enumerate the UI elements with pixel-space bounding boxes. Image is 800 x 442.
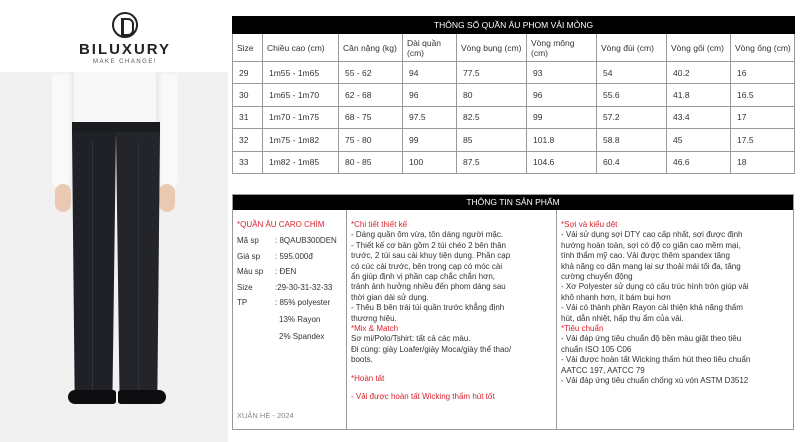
fabric-line: hút, dẫn nhiệt, hấp thụ ẩm của vải. xyxy=(561,313,684,323)
table-cell: 104.6 xyxy=(527,151,597,173)
table-cell: 82.5 xyxy=(457,106,527,128)
table-cell: 60.4 xyxy=(597,151,667,173)
table-cell: 45 xyxy=(667,129,731,151)
season-label: XUÂN HÈ - 2024 xyxy=(237,410,294,420)
section-heading: *Chi tiết thiết kế xyxy=(351,220,408,229)
fabric-standards xyxy=(557,210,793,429)
table-cell: 85 xyxy=(457,129,527,151)
table-cell: 41.8 xyxy=(667,84,731,106)
table-cell: 99 xyxy=(403,129,457,151)
table-cell: 99 xyxy=(527,106,597,128)
table-cell: 1m70 - 1m75 xyxy=(263,106,339,128)
fabric-line: hướng hoàn toàn, sợi có độ co giãn cao mềm mại, xyxy=(561,240,741,250)
shoe-right xyxy=(118,390,166,404)
column-header: Vòng gối (cm) xyxy=(667,34,731,62)
brand-tagline: MAKE CHANGE! xyxy=(92,59,157,65)
mix-line: boots. xyxy=(351,355,373,365)
attr-composition xyxy=(237,298,342,308)
table-cell: 1m55 - 1m65 xyxy=(263,62,339,84)
column-header: Vòng bụng (cm) xyxy=(457,34,527,62)
product-info-title: THÔNG TIN SẢN PHẨM xyxy=(233,195,793,210)
attr-size xyxy=(237,283,342,293)
table-cell: 55 - 62 xyxy=(339,62,403,84)
finish-line: - Vải được hoàn tất Wicking thấm hút tốt xyxy=(351,392,495,402)
shoe-left xyxy=(68,390,116,404)
table-cell: 40.2 xyxy=(667,62,731,84)
table-cell: 87.5 xyxy=(457,151,527,173)
brand-name: BILUXURY xyxy=(78,41,172,58)
standard-line: - Vải được hoàn tất Wicking thấm hút theo tiêu chuẩn xyxy=(561,355,751,365)
column-header: Vòng đùi (cm) xyxy=(597,34,667,62)
detail-line: - Dáng quần ôm vừa, tôn dáng người mặc. xyxy=(351,230,504,240)
table-row xyxy=(233,129,795,151)
table-cell: 31 xyxy=(233,106,263,128)
table-cell: 80 xyxy=(457,84,527,106)
attr-label: Màu sp xyxy=(237,267,264,277)
attr-value: : 8QAUB300DEN xyxy=(275,236,337,246)
section-heading: *Hoàn tất xyxy=(351,373,385,383)
product-photo xyxy=(0,72,228,442)
trouser-leg-left xyxy=(72,132,116,394)
table-cell: 18 xyxy=(731,151,795,173)
table-cell: 77.5 xyxy=(457,62,527,84)
fabric-line: tính thẩm mỹ cao. Vải được thêm spandex tăng xyxy=(561,251,730,261)
table-cell: 96 xyxy=(403,84,457,106)
table-cell: 58.8 xyxy=(597,129,667,151)
table-cell: 1m65 - 1m70 xyxy=(263,84,339,106)
table-cell: 17.5 xyxy=(731,129,795,151)
table-cell: 43.4 xyxy=(667,106,731,128)
column-header: Vòng ống (cm) xyxy=(731,34,795,62)
detail-line: - Thiết kế cơ bản gồm 2 túi chéo 2 bên thân xyxy=(351,240,506,250)
table-row xyxy=(233,84,795,106)
table-cell: 16.5 xyxy=(731,84,795,106)
brand-b-icon xyxy=(112,12,138,38)
detail-line: có cúc cài trước, bên trong cạp có móc cài xyxy=(351,261,503,271)
attr-label: Mã sp xyxy=(237,236,259,246)
table-cell: 101.8 xyxy=(527,129,597,151)
table-cell: 62 - 68 xyxy=(339,84,403,106)
section-heading: *Mix & Match xyxy=(351,324,399,334)
table-cell: 75 - 80 xyxy=(339,129,403,151)
product-name: *QUẦN ÂU CARO CHÌM xyxy=(237,220,325,229)
standard-line: AATCC 197, AATCC 79 xyxy=(561,365,645,375)
mix-line: Sơ mi/Polo/Tshirt: tất cả các màu. xyxy=(351,334,471,344)
attr-value: : ĐEN xyxy=(275,267,297,277)
fabric-line: khả năng co dãn mang lại sự thoải mái tối đa, tăng xyxy=(561,261,741,271)
hand-right xyxy=(159,184,175,212)
table-cell: 29 xyxy=(233,62,263,84)
attr-value: :29-30-31-32-33 xyxy=(275,282,333,292)
detail-line: trước, 2 túi sau cài khuy tiện dụng. Phần cạp xyxy=(351,251,511,261)
composition-spandex: 2% Spandex xyxy=(279,331,325,341)
table-cell: 33 xyxy=(233,151,263,173)
table-row xyxy=(233,62,795,84)
fabric-line: khô nhanh hơn, ít bám bụi hơn xyxy=(561,292,671,302)
attr-value: : 85% polyester xyxy=(275,298,331,308)
standard-line: - Vải đáp ứng tiêu chuẩn độ bền màu giặt theo tiêu xyxy=(561,334,742,344)
mix-line: Đi cùng: giày Loafer/giày Moca/giày thể thao/ xyxy=(351,344,512,354)
attr-color xyxy=(237,267,342,277)
standard-line: - Vải đáp ứng tiêu chuẩn chống xù vón ASTM D3512 xyxy=(561,376,749,386)
fabric-line: cường chuyển động xyxy=(561,272,633,282)
product-info-panel xyxy=(232,194,794,430)
table-cell: 55.6 xyxy=(597,84,667,106)
detail-line: tránh ảnh hưởng nhiều đến phom dáng sau xyxy=(351,282,506,292)
product-attributes xyxy=(233,210,347,429)
table-cell: 54 xyxy=(597,62,667,84)
section-heading: *Sợi và kiểu dệt xyxy=(561,220,618,229)
table-cell: 94 xyxy=(403,62,457,84)
size-table-title: THÔNG SỐ QUẦN ÂU PHOM VẢI MỎNG xyxy=(233,17,795,34)
table-cell: 80 - 85 xyxy=(339,151,403,173)
table-cell: 1m82 - 1m85 xyxy=(263,151,339,173)
table-row xyxy=(233,106,795,128)
section-heading: *Tiêu chuẩn xyxy=(561,324,604,334)
table-cell: 30 xyxy=(233,84,263,106)
attr-code xyxy=(237,236,342,246)
standard-line: chuẩn ISO 105 C06 xyxy=(561,344,632,354)
attr-value: : 595.000đ xyxy=(275,251,313,261)
table-cell: 68 - 75 xyxy=(339,106,403,128)
table-cell: 93 xyxy=(527,62,597,84)
detail-line: - Thêu B bên trái túi quần trước khẳng định xyxy=(351,303,505,313)
attr-label: Giá sp xyxy=(237,251,261,261)
table-cell: 32 xyxy=(233,129,263,151)
column-header: Size xyxy=(233,34,263,62)
hand-left xyxy=(55,184,71,212)
shirt-sleeve-left xyxy=(52,72,74,190)
table-cell: 97.5 xyxy=(403,106,457,128)
fabric-line: - Xơ Polyester sử dụng có cấu trúc hình tròn giúp vải xyxy=(561,282,749,292)
fabric-line: - Vải có thành phần Rayon cải thiện khả năng thấm xyxy=(561,303,743,313)
table-cell: 100 xyxy=(403,151,457,173)
attr-label: TP xyxy=(237,298,248,308)
table-cell: 16 xyxy=(731,62,795,84)
size-table-header xyxy=(233,34,795,62)
column-header: Cân nặng (kg) xyxy=(339,34,403,62)
fabric-line: - Vải sử dụng sợi DTY cao cấp nhất, sợi được định xyxy=(561,230,743,240)
table-cell: 17 xyxy=(731,106,795,128)
trouser-crease-right xyxy=(138,142,139,392)
table-row xyxy=(233,151,795,173)
detail-line: thương hiệu. xyxy=(351,313,397,323)
attr-label: Size xyxy=(237,282,253,292)
design-details xyxy=(347,210,557,429)
detail-line: thời gian dài sử dụng. xyxy=(351,292,429,302)
column-header: Dài quần (cm) xyxy=(403,34,457,62)
column-header: Chiều cao (cm) xyxy=(263,34,339,62)
table-cell: 1m75 - 1m82 xyxy=(263,129,339,151)
composition-rayon: 13% Rayon xyxy=(279,315,321,325)
trouser-crease-left xyxy=(92,142,93,392)
attr-price xyxy=(237,252,342,262)
table-cell: 46.6 xyxy=(667,151,731,173)
detail-line: ẩn giúp định vị phần cạp chắc chắn hơn, xyxy=(351,272,496,282)
column-header: Vòng mông (cm) xyxy=(527,34,597,62)
table-cell: 57.2 xyxy=(597,106,667,128)
size-table xyxy=(232,16,795,174)
brand-logo xyxy=(60,12,190,72)
table-cell: 96 xyxy=(527,84,597,106)
